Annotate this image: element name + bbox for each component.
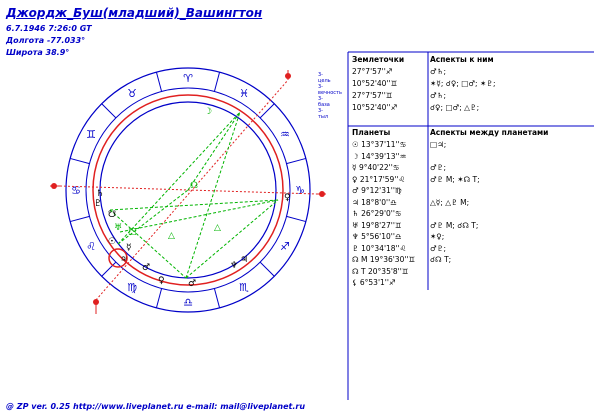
zodiac-sign-glyph: ♎ xyxy=(183,296,193,309)
planet-position: ☽ 14°39'13''♒ xyxy=(352,151,407,161)
earth-point-value: 27°7'57''♐ xyxy=(352,67,393,76)
planet-aspects: △☿; △♇ M; xyxy=(430,197,470,207)
planet-marker: ♀ xyxy=(284,193,291,203)
planet-marker: ☊ xyxy=(190,181,198,191)
latitude-label: Широта 38.9° xyxy=(6,48,70,57)
zodiac-sign-glyph: ♉ xyxy=(127,87,137,101)
sign-divider xyxy=(156,289,161,308)
planet-aspects: □♃; xyxy=(430,140,447,149)
planet-marker: □ xyxy=(128,227,137,237)
planet-marker: ♃ xyxy=(240,255,249,265)
planet-row xyxy=(352,186,402,196)
planets-header: Планеты xyxy=(352,128,391,137)
sign-divider xyxy=(70,158,89,163)
planet-position: ♅ 19°8'27''♊ xyxy=(352,220,402,230)
zodiac-sign-glyph: ♓ xyxy=(239,87,249,101)
sign-divider xyxy=(70,216,89,221)
planet-position: ♃ 18°8'0''♎ xyxy=(352,197,397,207)
planet-position: ♀ 21°17'59''♌ xyxy=(352,174,406,184)
planet-aspects: ✶♀; xyxy=(430,232,445,241)
earth-point-row xyxy=(352,91,446,101)
planet-row xyxy=(352,232,445,242)
planet-row xyxy=(352,220,479,231)
earth-point-row xyxy=(352,79,496,89)
planet-row xyxy=(352,255,452,265)
planet-marker: ♆ xyxy=(230,261,239,271)
planet-marker: △ xyxy=(214,223,221,233)
planet-position: ☿ 9°40'22''♋ xyxy=(352,163,400,172)
sign-divider xyxy=(287,158,306,163)
sign-divider xyxy=(260,104,274,118)
sign-divider xyxy=(214,72,219,91)
planet-row xyxy=(352,197,470,208)
earth-point-aspects: ♂♄; xyxy=(430,67,446,76)
birth-datetime: 6.7.1946 7:26:0 GT xyxy=(6,24,92,33)
planet-marker: ☉ xyxy=(108,237,117,247)
planet-aspects: ♂♇; xyxy=(430,243,446,253)
planet-position: ⚸ 6°53'1''♐ xyxy=(352,278,396,287)
planet-aspects: ♂♇ M; ☌☊ T; xyxy=(430,220,479,230)
planet-marker: ♅ xyxy=(114,223,123,233)
sign-divider xyxy=(214,289,219,308)
aspect-lines xyxy=(110,112,278,278)
planet-row xyxy=(352,152,406,162)
planet-position: ♂ 9°12'31''♍ xyxy=(352,186,402,195)
zodiac-sign-glyph: ♒ xyxy=(280,128,290,141)
longitude-label: Долгота -77.033° xyxy=(6,36,86,45)
axis-marker-top xyxy=(285,70,291,80)
planet-position: ☉ 13°37'11''♋ xyxy=(352,140,407,149)
planet-row xyxy=(352,209,402,219)
planet-marker: ☋ xyxy=(108,210,116,220)
planet-row xyxy=(352,278,396,288)
planet-marker: ♃ xyxy=(120,255,129,265)
planet-position: ♆ 5°56'10''♎ xyxy=(352,232,402,241)
planet-aspects: ♂♇ M; ✶☊ T; xyxy=(430,174,480,184)
earth-point-aspects: ♂♄; xyxy=(430,91,446,100)
earth-point-aspects: ☌♀; □♂; △♇; xyxy=(430,103,480,112)
planet-aspects: ♂♇; xyxy=(430,163,446,172)
axis-marker-bottom xyxy=(93,299,99,314)
planet-marker: ♀ xyxy=(158,276,165,286)
zodiac-sign-glyph: ♐ xyxy=(280,240,290,253)
legend-item: 3-база xyxy=(318,96,330,108)
zodiac-sign-glyph: ♏ xyxy=(239,280,249,294)
planet-marker: △ xyxy=(168,231,175,241)
planet-marker: ♂ xyxy=(188,279,197,289)
planet-marker: ☿ xyxy=(126,243,132,253)
planet-marker: ☽ xyxy=(204,107,213,117)
sign-divider xyxy=(287,216,306,221)
zodiac-sign-glyph: ♈ xyxy=(183,72,193,85)
planet-position: ♄ 26°29'0''♋ xyxy=(352,209,402,218)
planet-aspects: ☌☊ T; xyxy=(430,255,452,264)
legend-item: 3-цель xyxy=(318,72,331,84)
planet-marker: ♄ xyxy=(96,189,105,199)
planet-position: ♇ 10°34'18''♌ xyxy=(352,243,407,253)
planets-aspects-header: Аспекты между планетами xyxy=(430,128,549,137)
axis-marker-right xyxy=(316,191,326,197)
chart-title: Джордж_Буш(младший)_Вашингтон xyxy=(6,6,263,20)
planet-marker: ♂ xyxy=(142,263,151,273)
earth-point-row xyxy=(352,67,446,77)
earth-point-value: 10°52'40''♐ xyxy=(352,103,398,112)
zodiac-sign-glyph: ♍ xyxy=(127,280,137,294)
earth-point-value: 10°52'40''♊ xyxy=(352,79,398,88)
planet-row xyxy=(352,163,446,173)
planet-marker: ♇ xyxy=(94,199,103,209)
footer-credits: @ ZP ver. 0.25 http://www.liveplanet.ru e-mail: mail@liveplanet.ru xyxy=(6,402,306,411)
sign-divider xyxy=(156,72,161,91)
sign-divider xyxy=(102,104,116,118)
earth-point-value: 27°7'57''♊ xyxy=(352,91,393,100)
planet-row xyxy=(352,243,446,254)
earth-points-header: Землеточки xyxy=(352,55,405,64)
legend-item: 3-тыл xyxy=(318,108,329,120)
planet-row xyxy=(352,140,447,150)
earth-point-aspects: ✶☿; ☌♀; □♂; ✶♇; xyxy=(430,79,496,88)
zodiac-sign-glyph: ♊ xyxy=(86,128,96,141)
earth-point-row xyxy=(352,103,480,113)
zodiac-sign-glyph: ♋ xyxy=(71,184,81,197)
planet-row xyxy=(352,267,409,277)
planet-position: ☊ M 19°36'30''♊ xyxy=(352,255,416,264)
planet-row xyxy=(352,174,480,185)
sign-divider xyxy=(260,262,274,276)
sign-divider xyxy=(102,262,116,276)
legend-item: 3-вечность xyxy=(318,84,342,96)
zodiac-sign-glyph: ♌ xyxy=(86,240,96,253)
planet-position: ☊ T 20°35'8''♊ xyxy=(352,266,409,276)
zodiac-sign-glyph: ♑ xyxy=(295,184,305,197)
axis-marker-left xyxy=(50,183,60,189)
earth-points-aspects-header: Аспекты к ним xyxy=(430,55,494,64)
